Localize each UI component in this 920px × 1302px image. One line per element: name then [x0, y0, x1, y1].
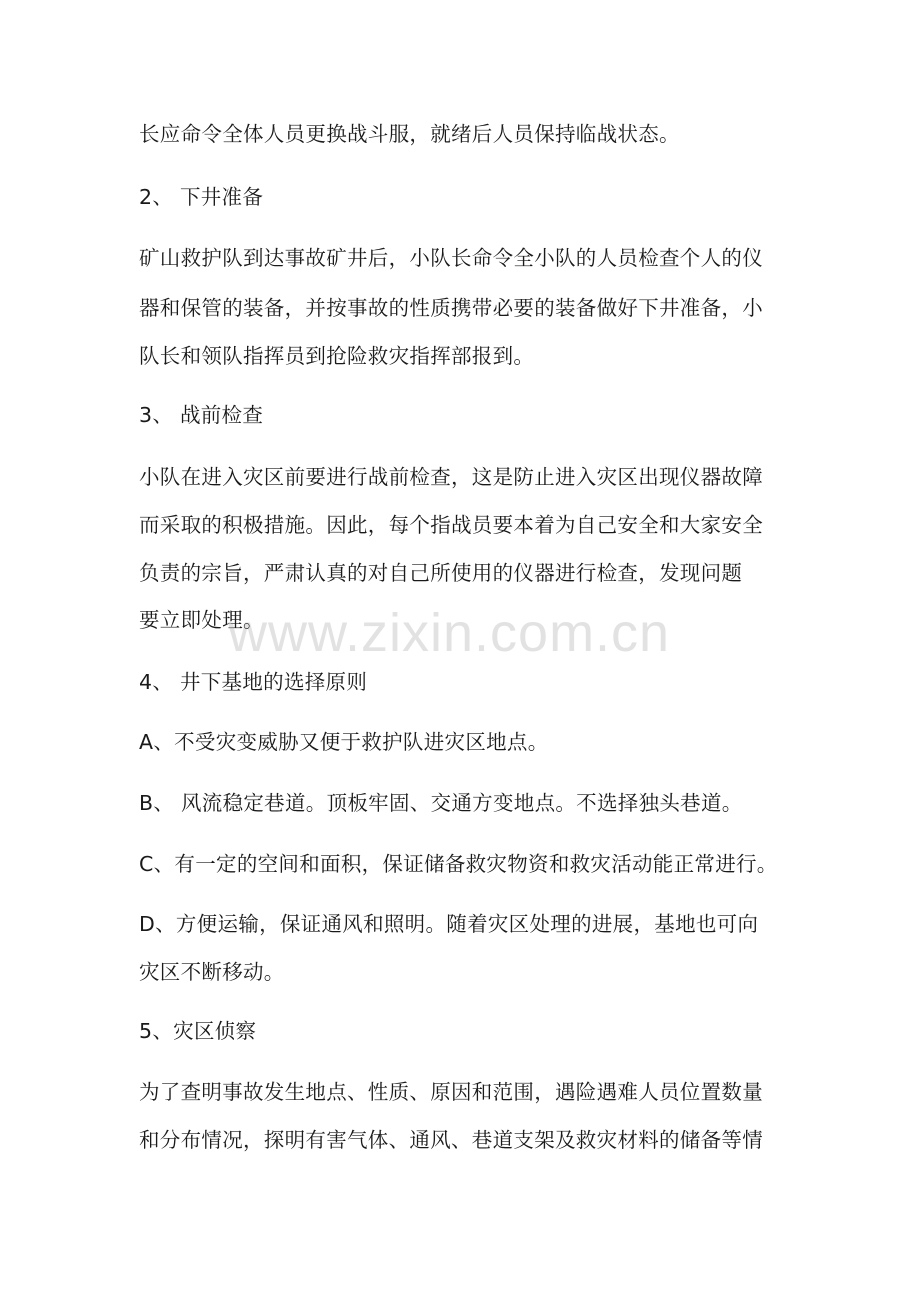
text-line: 和分布情况，探明有害气体、通风、巷道支架及救灾材料的储备等情 — [139, 1128, 763, 1152]
text-line: 矿山救护队到达事故矿井后，小队长命令全小队的人员检查个人的仪 — [139, 246, 763, 270]
text-line: 小队在进入灾区前要进行战前检查，这是防止进入灾区出现仪器故障 — [139, 465, 763, 489]
section-heading: 4、 井下基地的选择原则 — [139, 670, 368, 694]
text-line: 要立即处理。 — [139, 608, 264, 632]
section-heading: 5、灾区侦察 — [139, 1019, 257, 1043]
list-item: C、有一定的空间和面积，保证储备救灾物资和救灾活动能正常进行。 — [139, 852, 778, 876]
text-line: 灾区不断移动。 — [139, 960, 285, 984]
text-line: 而采取的积极措施。因此，每个指战员要本着为自己安全和大家安全 — [139, 513, 763, 537]
section-heading: 2、 下井准备 — [139, 185, 264, 209]
text-line: 器和保管的装备，并按事故的性质携带必要的装备做好下井准备，小 — [139, 296, 763, 320]
text-line: 长应命令全体人员更换战斗服，就绪后人员保持临战状态。 — [139, 122, 680, 146]
text-line: 负责的宗旨，严肃认真的对自己所使用的仪器进行检查，发现问题 — [139, 561, 743, 585]
list-item: A、不受灾变威胁又便于救护队进灾区地点。 — [139, 730, 549, 754]
section-heading: 3、 战前检查 — [139, 403, 264, 427]
text-line: 队长和领队指挥员到抢险救灾指挥部报到。 — [139, 344, 535, 368]
list-item: B、 风流稳定巷道。顶板牢固、交通方变地点。不选择独头巷道。 — [139, 791, 743, 815]
list-item: D、方便运输，保证通风和照明。随着灾区处理的进展，基地也可向 — [139, 912, 759, 936]
watermark: www.zixin.com.cn — [228, 603, 671, 663]
text-line: 为了查明事故发生地点、性质、原因和范围，遇险遇难人员位置数量 — [139, 1080, 763, 1104]
